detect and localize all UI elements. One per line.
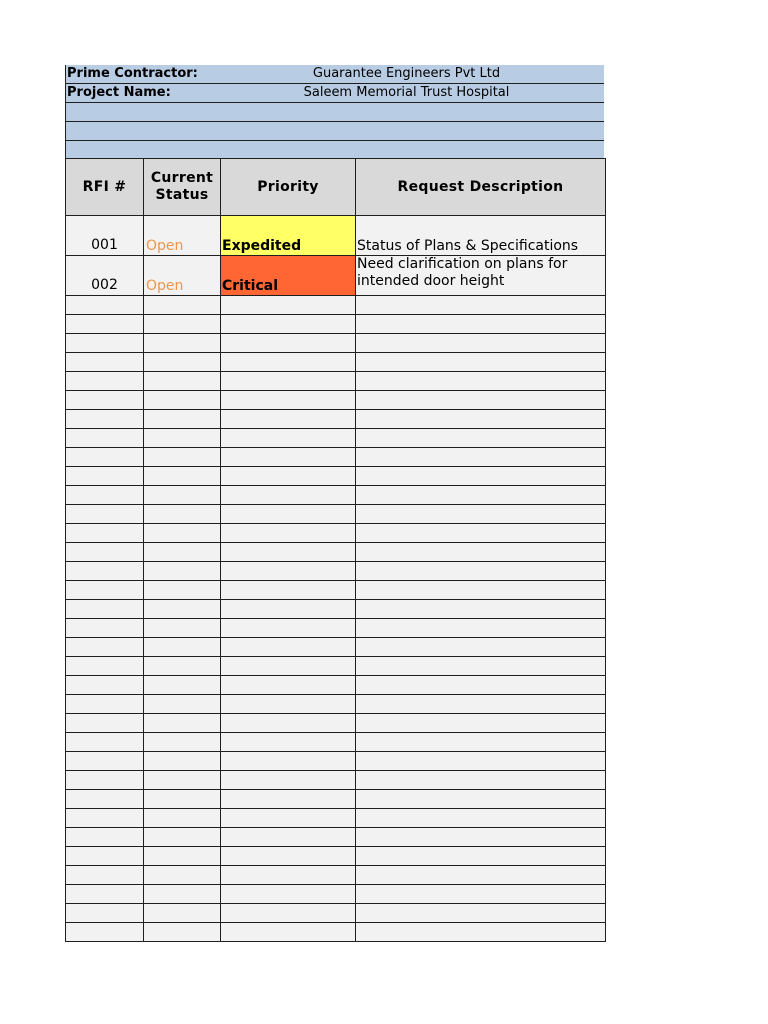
empty-cell[interactable]	[66, 581, 144, 600]
empty-table-row	[66, 885, 606, 904]
empty-cell[interactable]	[221, 923, 356, 942]
empty-cell[interactable]	[221, 353, 356, 372]
empty-cell[interactable]	[144, 714, 221, 733]
column-header-priority: Priority	[221, 159, 356, 216]
empty-table-row	[66, 828, 606, 847]
empty-table-row	[66, 904, 606, 923]
empty-cell[interactable]	[144, 296, 221, 315]
empty-cell[interactable]	[221, 467, 356, 486]
empty-cell[interactable]	[356, 733, 606, 752]
status-cell[interactable]: Open	[144, 216, 221, 256]
empty-cell[interactable]	[221, 448, 356, 467]
empty-cell[interactable]	[221, 790, 356, 809]
empty-cell[interactable]	[356, 296, 606, 315]
empty-cell[interactable]	[356, 657, 606, 676]
empty-cell[interactable]	[356, 828, 606, 847]
empty-cell[interactable]	[221, 410, 356, 429]
empty-cell[interactable]	[221, 562, 356, 581]
empty-cell[interactable]	[66, 600, 144, 619]
empty-cell[interactable]	[144, 315, 221, 334]
empty-table-row	[66, 353, 606, 372]
empty-cell[interactable]	[356, 429, 606, 448]
empty-table-row	[66, 790, 606, 809]
empty-cell[interactable]	[356, 448, 606, 467]
rfi-table	[65, 158, 606, 942]
empty-table-row	[66, 581, 606, 600]
empty-cell[interactable]	[66, 638, 144, 657]
empty-table-row	[66, 714, 606, 733]
empty-cell[interactable]	[144, 657, 221, 676]
empty-cell[interactable]	[144, 695, 221, 714]
empty-cell[interactable]	[221, 372, 356, 391]
empty-cell[interactable]	[356, 562, 606, 581]
empty-cell[interactable]	[66, 676, 144, 695]
empty-cell[interactable]	[144, 505, 221, 524]
priority-cell[interactable]: Expedited	[221, 216, 356, 256]
empty-cell[interactable]	[221, 638, 356, 657]
empty-cell[interactable]	[144, 391, 221, 410]
empty-cell[interactable]	[356, 847, 606, 866]
empty-table-row	[66, 638, 606, 657]
empty-table-row	[66, 334, 606, 353]
empty-cell[interactable]	[66, 543, 144, 562]
empty-table-row	[66, 733, 606, 752]
empty-cell[interactable]	[66, 524, 144, 543]
empty-cell[interactable]	[221, 733, 356, 752]
empty-cell[interactable]	[66, 695, 144, 714]
column-header-status: Current Status	[144, 159, 221, 216]
empty-cell[interactable]	[221, 543, 356, 562]
empty-cell[interactable]	[356, 410, 606, 429]
empty-table-row	[66, 524, 606, 543]
empty-table-row	[66, 372, 606, 391]
empty-cell[interactable]	[66, 334, 144, 353]
empty-table-row	[66, 505, 606, 524]
empty-table-row	[66, 315, 606, 334]
empty-cell[interactable]	[66, 923, 144, 942]
empty-cell[interactable]	[356, 695, 606, 714]
empty-cell[interactable]	[144, 524, 221, 543]
project-name-value[interactable]: Saleem Memorial Trust Hospital	[303, 85, 510, 100]
empty-cell[interactable]	[144, 904, 221, 923]
empty-cell[interactable]	[144, 410, 221, 429]
empty-cell[interactable]	[66, 429, 144, 448]
empty-cell[interactable]	[66, 904, 144, 923]
empty-table-row	[66, 752, 606, 771]
empty-table-row	[66, 771, 606, 790]
prime-contractor-value[interactable]: Guarantee Engineers Pvt Ltd	[312, 66, 501, 81]
empty-cell[interactable]	[144, 334, 221, 353]
empty-cell[interactable]	[221, 752, 356, 771]
empty-cell[interactable]	[356, 809, 606, 828]
empty-table-row	[66, 676, 606, 695]
empty-cell[interactable]	[356, 676, 606, 695]
empty-cell[interactable]	[221, 847, 356, 866]
empty-cell[interactable]	[221, 524, 356, 543]
empty-cell[interactable]	[144, 486, 221, 505]
empty-table-row	[66, 847, 606, 866]
empty-cell[interactable]	[66, 771, 144, 790]
empty-cell[interactable]	[66, 486, 144, 505]
priority-cell[interactable]: Critical	[221, 256, 356, 296]
empty-cell[interactable]	[221, 505, 356, 524]
empty-table-row	[66, 923, 606, 942]
empty-cell[interactable]	[221, 714, 356, 733]
empty-cell[interactable]	[356, 752, 606, 771]
empty-cell[interactable]	[221, 885, 356, 904]
empty-cell[interactable]	[356, 467, 606, 486]
blank-info-row-2[interactable]	[65, 122, 604, 141]
empty-cell[interactable]	[144, 353, 221, 372]
empty-cell[interactable]	[221, 391, 356, 410]
empty-cell[interactable]	[66, 885, 144, 904]
empty-cell[interactable]	[66, 809, 144, 828]
empty-table-row	[66, 866, 606, 885]
empty-cell[interactable]	[144, 790, 221, 809]
description-cell[interactable]: Need clarification on plans for intended door height	[356, 256, 606, 296]
empty-cell[interactable]	[66, 315, 144, 334]
empty-cell[interactable]	[66, 467, 144, 486]
empty-table-row	[66, 562, 606, 581]
empty-cell[interactable]	[144, 809, 221, 828]
project-name-row	[65, 84, 604, 103]
empty-cell[interactable]	[144, 619, 221, 638]
empty-cell[interactable]	[356, 543, 606, 562]
empty-cell[interactable]	[356, 315, 606, 334]
empty-cell[interactable]	[66, 657, 144, 676]
empty-cell[interactable]	[221, 619, 356, 638]
empty-cell[interactable]	[356, 619, 606, 638]
empty-table-row	[66, 296, 606, 315]
empty-cell[interactable]	[221, 828, 356, 847]
empty-cell[interactable]	[66, 714, 144, 733]
empty-cell[interactable]	[66, 619, 144, 638]
empty-cell[interactable]	[144, 372, 221, 391]
empty-cell[interactable]	[66, 353, 144, 372]
empty-cell[interactable]	[356, 524, 606, 543]
empty-cell[interactable]	[66, 372, 144, 391]
empty-cell[interactable]	[356, 638, 606, 657]
empty-cell[interactable]	[144, 923, 221, 942]
table-header-row	[66, 159, 606, 216]
empty-table-row	[66, 410, 606, 429]
empty-cell[interactable]	[221, 657, 356, 676]
column-header-rfi: RFI #	[66, 159, 144, 216]
table-row	[66, 256, 606, 296]
empty-cell[interactable]	[144, 828, 221, 847]
blank-info-row-3[interactable]	[65, 141, 604, 158]
description-cell[interactable]: Status of Plans & Specifications	[356, 216, 606, 256]
empty-cell[interactable]	[66, 448, 144, 467]
project-name-label: Project Name:	[67, 85, 171, 100]
empty-cell[interactable]	[356, 334, 606, 353]
empty-cell[interactable]	[144, 448, 221, 467]
empty-cell[interactable]	[66, 562, 144, 581]
empty-cell[interactable]	[221, 581, 356, 600]
empty-cell[interactable]	[356, 372, 606, 391]
table-row	[66, 216, 606, 256]
empty-table-row	[66, 391, 606, 410]
empty-cell[interactable]	[221, 809, 356, 828]
empty-cell[interactable]	[144, 429, 221, 448]
empty-table-row	[66, 695, 606, 714]
empty-cell[interactable]	[221, 676, 356, 695]
empty-cell[interactable]	[356, 505, 606, 524]
empty-cell[interactable]	[66, 752, 144, 771]
empty-cell[interactable]	[221, 315, 356, 334]
empty-cell[interactable]	[221, 429, 356, 448]
empty-cell[interactable]	[66, 790, 144, 809]
empty-cell[interactable]	[356, 904, 606, 923]
empty-table-row	[66, 657, 606, 676]
empty-cell[interactable]	[144, 733, 221, 752]
empty-cell[interactable]	[66, 505, 144, 524]
empty-cell[interactable]	[356, 391, 606, 410]
status-cell[interactable]: Open	[144, 256, 221, 296]
empty-cell[interactable]	[66, 296, 144, 315]
empty-cell[interactable]	[144, 866, 221, 885]
empty-cell[interactable]	[356, 866, 606, 885]
empty-table-row	[66, 486, 606, 505]
empty-cell[interactable]	[66, 866, 144, 885]
empty-table-row	[66, 429, 606, 448]
empty-cell[interactable]	[144, 467, 221, 486]
empty-cell[interactable]	[66, 828, 144, 847]
empty-table-row	[66, 600, 606, 619]
empty-cell[interactable]	[356, 581, 606, 600]
empty-cell[interactable]	[221, 486, 356, 505]
empty-cell[interactable]	[144, 771, 221, 790]
empty-cell[interactable]	[356, 714, 606, 733]
rfi-number-cell[interactable]: 002	[66, 256, 144, 296]
empty-cell[interactable]	[356, 790, 606, 809]
empty-cell[interactable]	[221, 904, 356, 923]
empty-cell[interactable]	[221, 866, 356, 885]
empty-table-row	[66, 619, 606, 638]
empty-cell[interactable]	[221, 771, 356, 790]
empty-table-row	[66, 467, 606, 486]
empty-cell[interactable]	[66, 847, 144, 866]
empty-cell[interactable]	[221, 600, 356, 619]
empty-cell[interactable]	[66, 733, 144, 752]
empty-table-row	[66, 543, 606, 562]
empty-cell[interactable]	[221, 296, 356, 315]
empty-table-row	[66, 809, 606, 828]
empty-table-row	[66, 448, 606, 467]
empty-cell[interactable]	[144, 581, 221, 600]
empty-cell[interactable]	[356, 353, 606, 372]
empty-cell[interactable]	[356, 923, 606, 942]
empty-cell[interactable]	[144, 847, 221, 866]
prime-contractor-row	[65, 65, 604, 84]
empty-cell[interactable]	[356, 885, 606, 904]
empty-cell[interactable]	[144, 676, 221, 695]
column-header-description: Request Description	[356, 159, 606, 216]
empty-cell[interactable]	[144, 562, 221, 581]
empty-cell[interactable]	[144, 600, 221, 619]
empty-cell[interactable]	[66, 410, 144, 429]
empty-cell[interactable]	[144, 885, 221, 904]
rfi-log-sheet	[65, 65, 604, 942]
empty-cell[interactable]	[144, 543, 221, 562]
empty-cell[interactable]	[221, 695, 356, 714]
empty-cell[interactable]	[144, 752, 221, 771]
empty-cell[interactable]	[66, 391, 144, 410]
empty-cell[interactable]	[356, 600, 606, 619]
empty-cell[interactable]	[356, 771, 606, 790]
blank-info-row-1[interactable]	[65, 103, 604, 122]
rfi-number-cell[interactable]: 001	[66, 216, 144, 256]
empty-cell[interactable]	[144, 638, 221, 657]
prime-contractor-label: Prime Contractor:	[67, 66, 198, 81]
empty-cell[interactable]	[221, 334, 356, 353]
empty-cell[interactable]	[356, 486, 606, 505]
